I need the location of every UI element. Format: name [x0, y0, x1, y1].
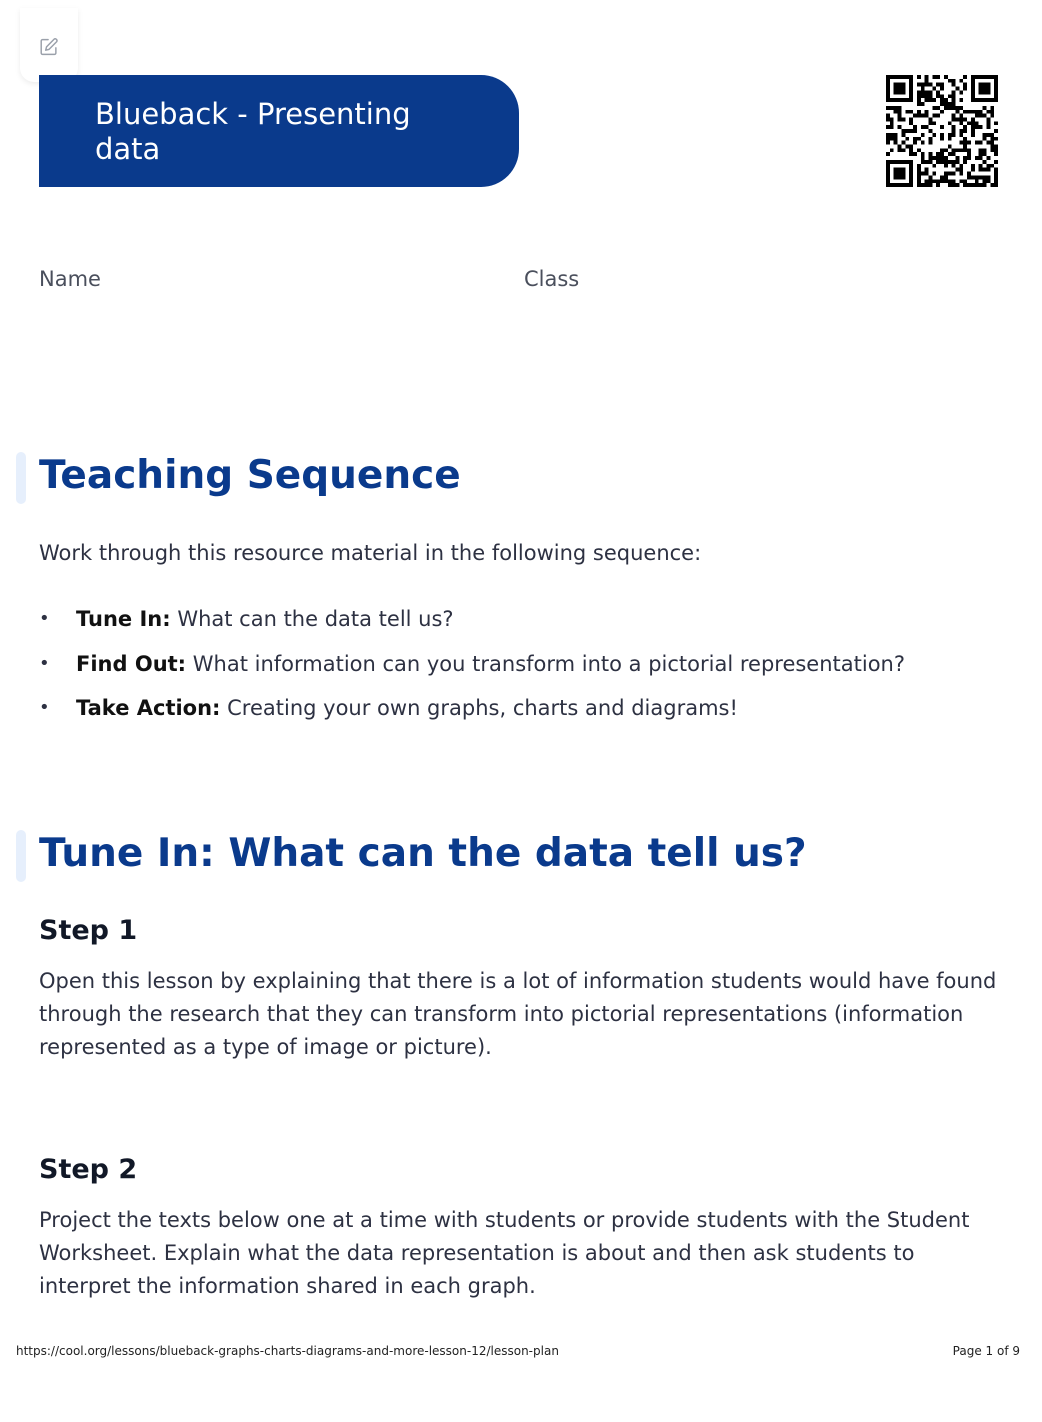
teaching-sequence-heading: Teaching Sequence: [39, 453, 461, 498]
list-item-text: What can the data tell us?: [170, 607, 454, 631]
step-2-heading: Step 2: [39, 1154, 138, 1185]
sequence-list: [39, 597, 1019, 731]
list-item-text: What information can you transform into a pictorial representation?: [186, 651, 906, 676]
tune-in-heading: Tune In: What can the data tell us?: [39, 831, 807, 876]
list-item: [39, 686, 1019, 731]
class-field-label: Class: [524, 267, 580, 291]
edit-icon[interactable]: [38, 36, 60, 58]
teaching-sequence-intro: Work through this resource material in the following sequence:: [39, 541, 702, 565]
section-accent-bar: [16, 830, 26, 882]
step-2-text: Project the texts below one at a time with students or provide students with the Student Worksheet. Explain what the data representation is about and then ask students to interpret the information shared in each graph.: [39, 1208, 970, 1298]
step-1-text: Open this lesson by explaining that there is a lot of information students would have found through the research that they can transform into pictorial representations (information represented as a type of image or picture).: [39, 969, 997, 1059]
bullet-icon: •: [39, 697, 50, 718]
list-item-label: Find Out:: [76, 651, 187, 676]
footer-url: https://cool.org/lessons/blueback-graphs-charts-diagrams-and-more-lesson-12/lesson-plan: [16, 1344, 559, 1358]
edit-tab[interactable]: [20, 8, 78, 82]
name-field-label: Name: [39, 267, 101, 291]
list-item: [39, 642, 1019, 687]
qr-code-icon: [886, 75, 998, 187]
title-banner: [39, 75, 519, 187]
list-item-label: Take Action:: [76, 696, 221, 720]
page-number: Page 1 of 9: [952, 1344, 1020, 1358]
bullet-icon: •: [39, 608, 50, 629]
list-item: [39, 597, 1019, 642]
step-1-heading: Step 1: [39, 915, 138, 946]
section-accent-bar: [16, 452, 26, 504]
list-item-text: Creating your own graphs, charts and diagrams!: [220, 696, 738, 720]
list-item-label: Tune In:: [76, 607, 171, 631]
bullet-icon: •: [39, 652, 50, 674]
document-title: Blueback - Presenting data: [95, 97, 411, 166]
